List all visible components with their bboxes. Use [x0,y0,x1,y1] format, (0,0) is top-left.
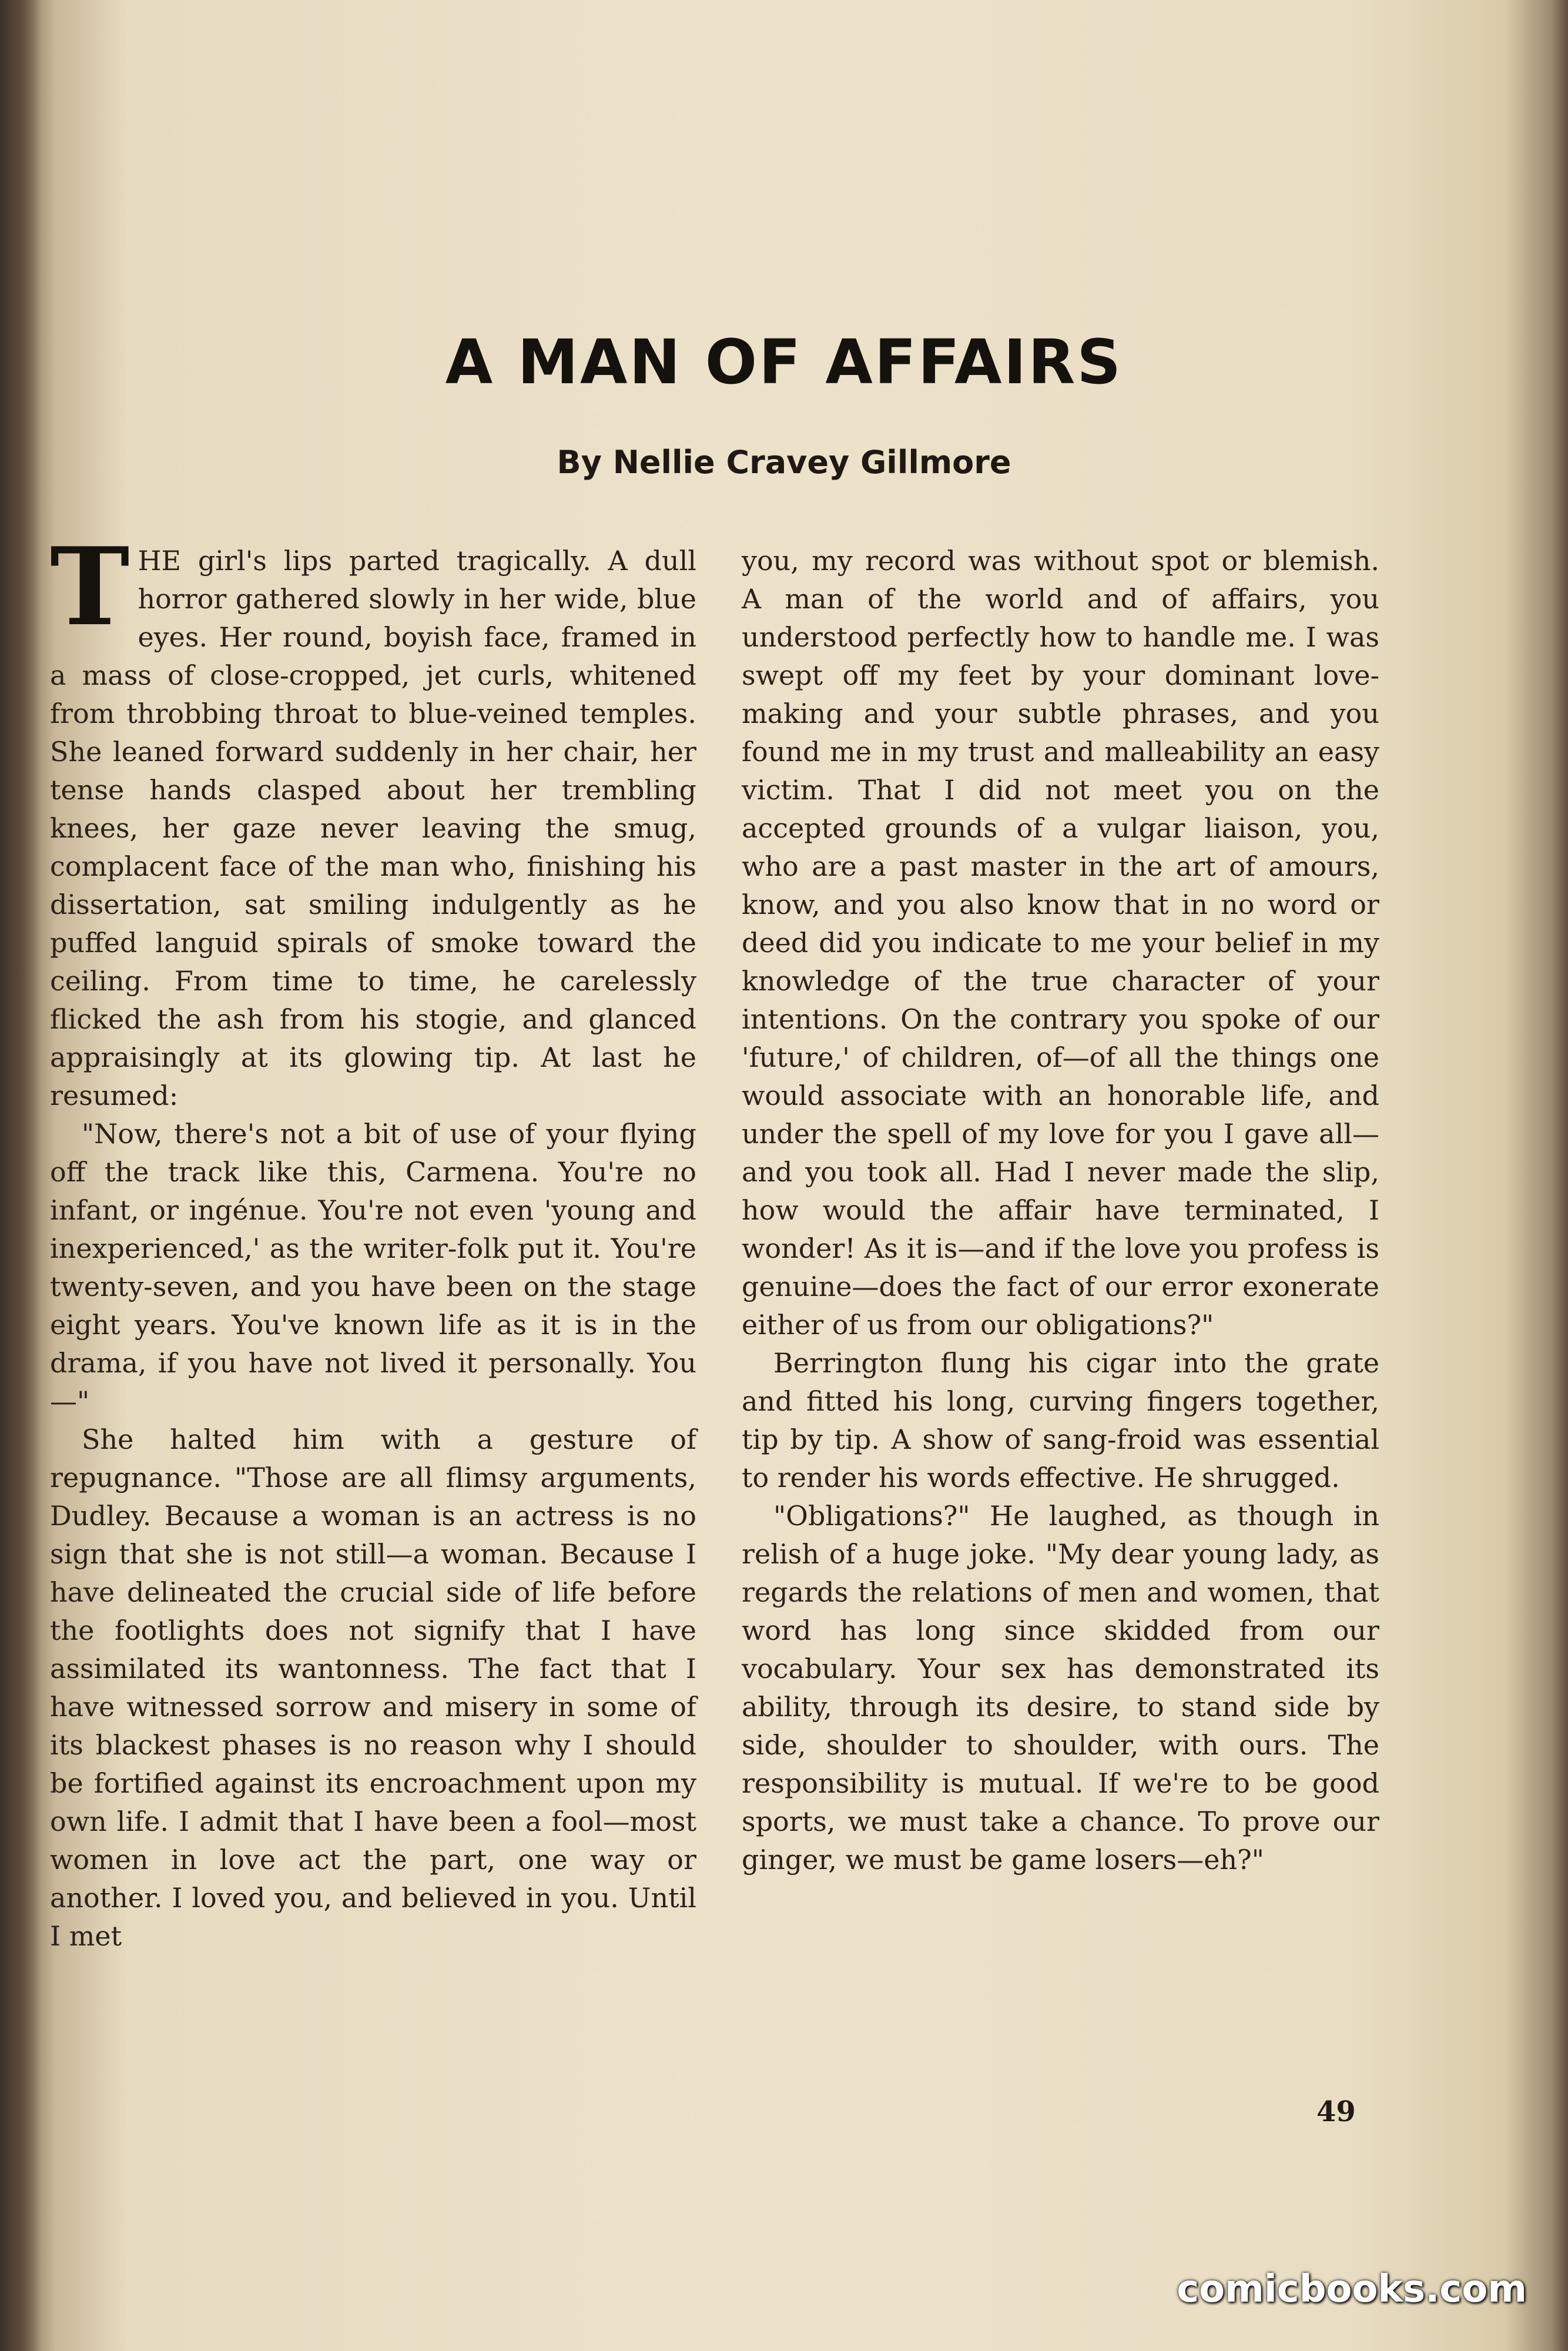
paragraph: "Obligations?" He laughed, as though in relish of a huge joke. "My dear young lady, as regards the relations of men and women, that word has long since skidded from our vocabulary. Your sex has demonstrated its ability, through its desire, to stand side by side, shoulder to shoulder, with ours. The responsibility is mutual. If we're to be good sports, we must take a chance. To prove our ginger, we must be game losers—eh?" [742,1500,1379,1876]
paragraph: "Now, there's not a bit of use of your flying off the track like this, Carmena. You're no infant, or ingénue. You're not even 'young and inexperienced,' as the writer-folk put it. You're twenty-seven, and you have been on the stage eight years. You've known life as it is in the drama, if you have not lived it personally. You—" [50,1118,696,1417]
paragraph [50,524,696,1115]
left-column [50,524,696,1955]
drop-cap: T [50,524,130,649]
right-column [742,542,1379,1879]
paragraph: Berrington flung his cigar into the grate and fitted his long, curving fingers together, tip by tip. A show of sang-froid was essential to render his words effective. He shrugged. [742,1347,1379,1493]
site-watermark: comicbooks.com [1177,2268,1527,2311]
paragraph-text: HE girl's lips parted tragically. A dull horror gathered slowly in her wide, blue eyes. Her round, boyish face, framed in a mass of close-cropped, jet curls, whitened from throbbing throat to blue-veined temples. She leaned forward suddenly in her chair, her tense hands clasped about her trembling knees, her gaze never leaving the smug, complacent face of the man who, finishing his dissertation, sat smiling indulgently as he puffed languid spirals of smoke toward the ceiling. From time to time, he carelessly flicked the ash from his stogie, and glanced appraisingly at its glowing tip. At last he resumed: [50,545,696,1111]
article-byline: By Nellie Cravey Gillmore [557,444,1011,481]
paragraph: She halted him with a gesture of repugnance. "Those are all flimsy arguments, Dudley. Because a woman is an actress is no sign that she is not still—a woman. Because I have delineated the crucial side of life before the footlights does not signify that I have assimilated its wantonness. The fact that I have witnessed sorrow and misery in some of its blackest phases is no reason why I should be fortified against its encroachment upon my own life. I admit that I have been a fool—most women in love act the part, one way or another. I loved you, and believed in you. Until I met [50,1424,696,1952]
article-title: A MAN OF AFFAIRS [445,326,1123,398]
page-number: 49 [1316,2095,1356,2128]
paragraph: you, my record was without spot or blemish. A man of the world and of affairs, you understood perfectly how to handle me. I was swept off my feet by your dominant love-making and your subtle phrases, and you found me in my trust and malleability an easy victim. That I did not meet you on the accepted grounds of a vulgar liaison, you, who are a past master in the art of amours, know, and you also know that in no word or deed did you indicate to me your belief in my knowledge of the true character of your intentions. On the contrary you spoke of our 'future,' of children, of—of all the things one would associate with an honorable life, and under the spell of my love for you I gave all—and you took all. Had I never made the slip, how would the affair have terminated, I wonder! As it is—and if the love you profess is genuine—does the fact of our error exonerate either of us from our obligations?" [742,545,1379,1341]
